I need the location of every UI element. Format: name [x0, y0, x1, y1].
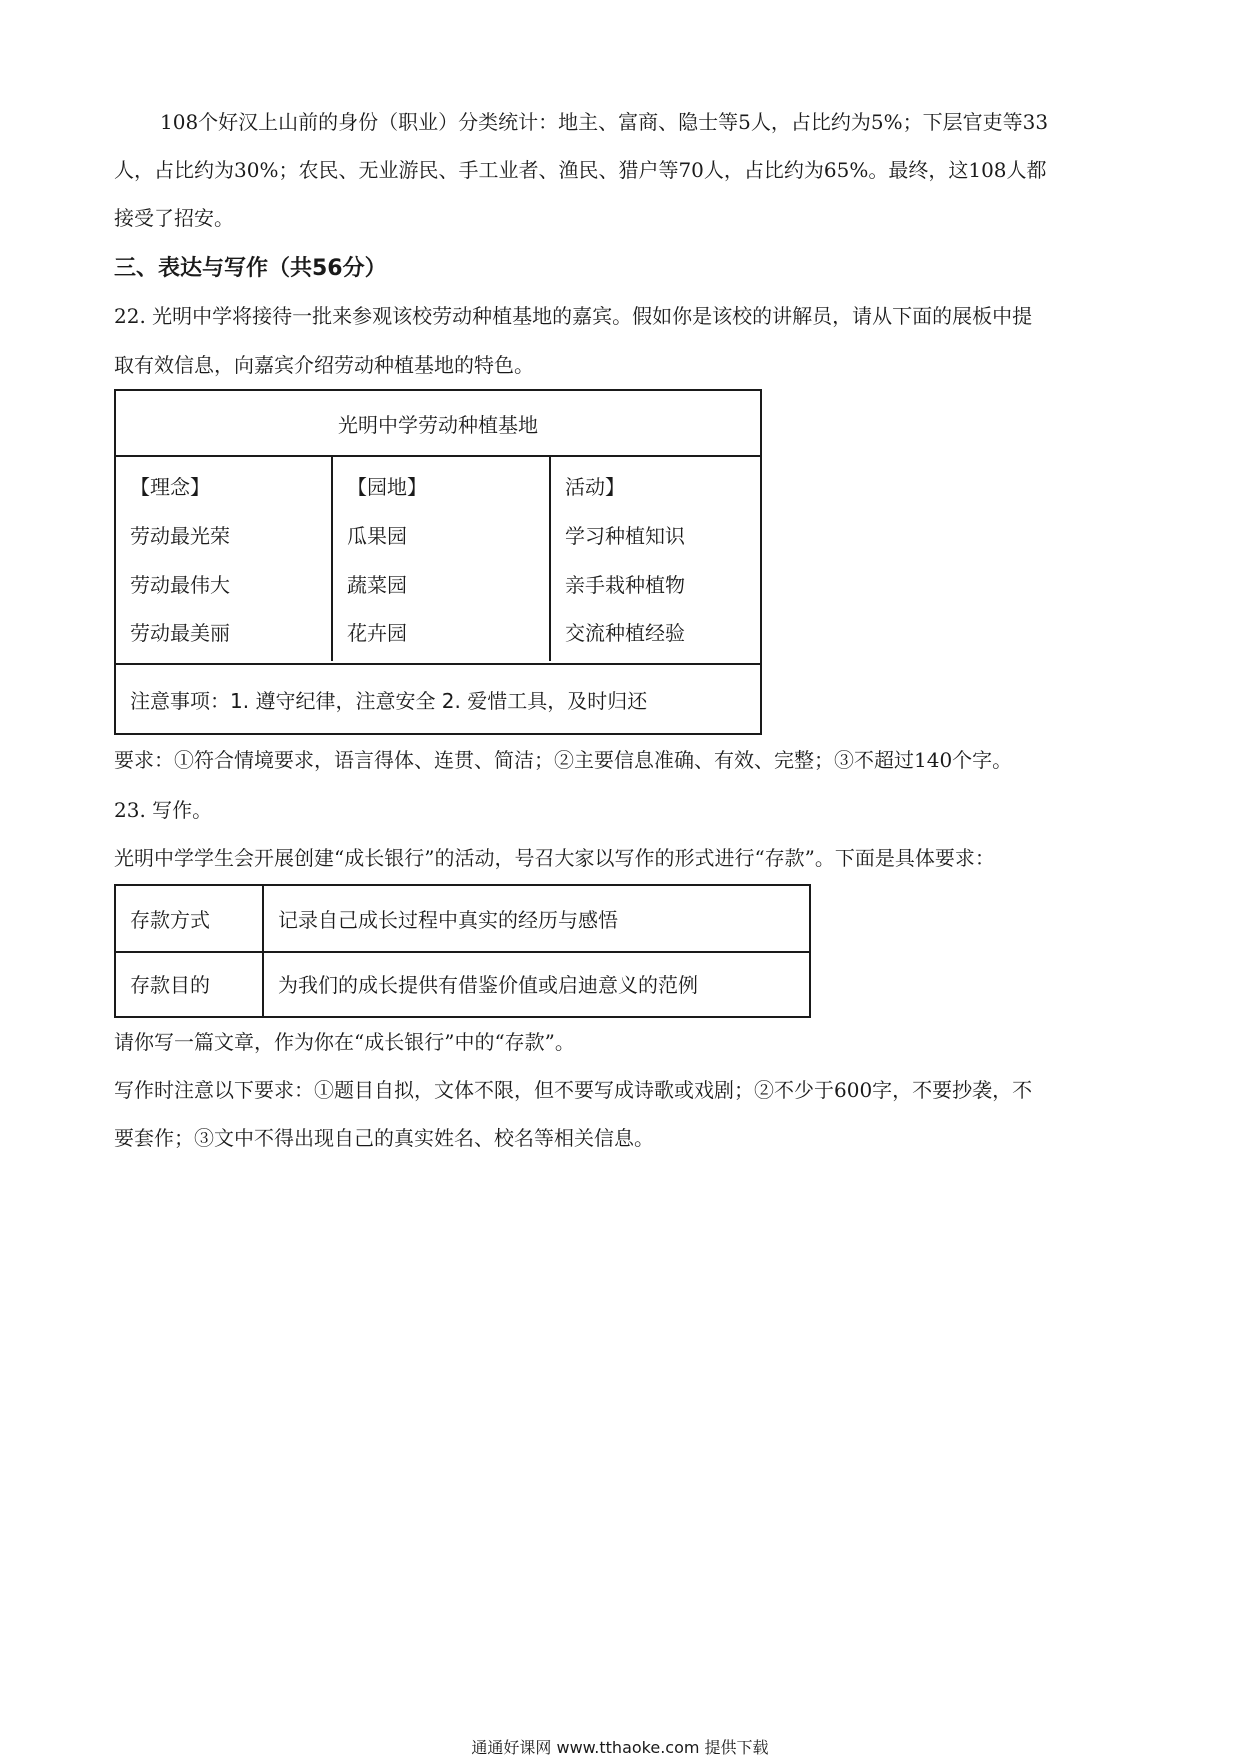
board-column-header: 活动】 — [565, 475, 625, 499]
table-row — [116, 951, 809, 1016]
board-cell: 花卉园 — [347, 621, 407, 645]
intro-line-3: 接受了招安。 — [114, 206, 234, 230]
board-cell: 劳动最光荣 — [130, 524, 230, 548]
page-footer: 通通好课网 www.tthaoke.com 提供下载 — [471, 1738, 769, 1757]
intro-line-2: 人，占比约为30%；农民、无业游民、手工业者、渔民、猎户等70人，占比约为65%。最终，这108人都 — [114, 158, 1047, 182]
board-notes: 注意事项：1. 遵守纪律，注意安全 2. 爱惜工具，及时归还 — [116, 663, 760, 733]
board-title: 光明中学劳动种植基地 — [116, 391, 760, 457]
board-cell: 劳动最美丽 — [130, 621, 230, 645]
deposit-key: 存款方式 — [116, 886, 264, 951]
q23-task: 请你写一篇文章，作为你在“成长银行”中的“存款”。 — [114, 1030, 575, 1054]
deposit-table — [114, 884, 811, 1018]
q22-prompt-line-2: 取有效信息，向嘉宾介绍劳动种植基地的特色。 — [114, 353, 534, 377]
board-column-header: 【理念】 — [130, 475, 210, 499]
q23-title: 23. 写作。 — [114, 798, 213, 822]
board-cell: 蔬菜园 — [347, 573, 407, 597]
board-cell: 亲手栽种植物 — [565, 573, 685, 597]
board-column-concept — [116, 455, 333, 661]
deposit-key: 存款目的 — [116, 951, 264, 1016]
board-cell: 劳动最伟大 — [130, 573, 230, 597]
q23-notes-line-1: 写作时注意以下要求：①题目自拟，文体不限，但不要写成诗歌或戏剧；②不少于600字，不要抄袭，不 — [114, 1078, 1033, 1102]
q23-intro: 光明中学学生会开展创建“成长银行”的活动，号召大家以写作的形式进行“存款”。下面是具体要求： — [114, 846, 995, 870]
q23-notes-line-2: 要套作；③文中不得出现自己的真实姓名、校名等相关信息。 — [114, 1126, 654, 1150]
board-cell: 瓜果园 — [347, 524, 407, 548]
deposit-value: 为我们的成长提供有借鉴价值或启迪意义的范例 — [278, 973, 698, 997]
section-heading: 三、表达与写作（共56分） — [114, 256, 387, 281]
q22-requirement: 要求：①符合情境要求，语言得体、连贯、简洁；②主要信息准确、有效、完整；③不超过140个字。 — [114, 748, 1013, 772]
display-board-table — [114, 389, 762, 735]
table-row — [116, 886, 809, 953]
board-column-activity — [551, 455, 760, 661]
q22-prompt-line-1: 22. 光明中学将接待一批来参观该校劳动种植基地的嘉宾。假如你是该校的讲解员，请从下面的展板中提 — [114, 304, 1033, 328]
board-cell: 学习种植知识 — [565, 524, 685, 548]
deposit-value: 记录自己成长过程中真实的经历与感悟 — [278, 908, 618, 932]
board-cell: 交流种植经验 — [565, 621, 685, 645]
intro-line-1: 108个好汉上山前的身份（职业）分类统计：地主、富商、隐士等5人，占比约为5%；下层官吏等33 — [160, 110, 1049, 134]
board-column-garden — [333, 455, 551, 661]
board-column-header: 【园地】 — [347, 475, 427, 499]
